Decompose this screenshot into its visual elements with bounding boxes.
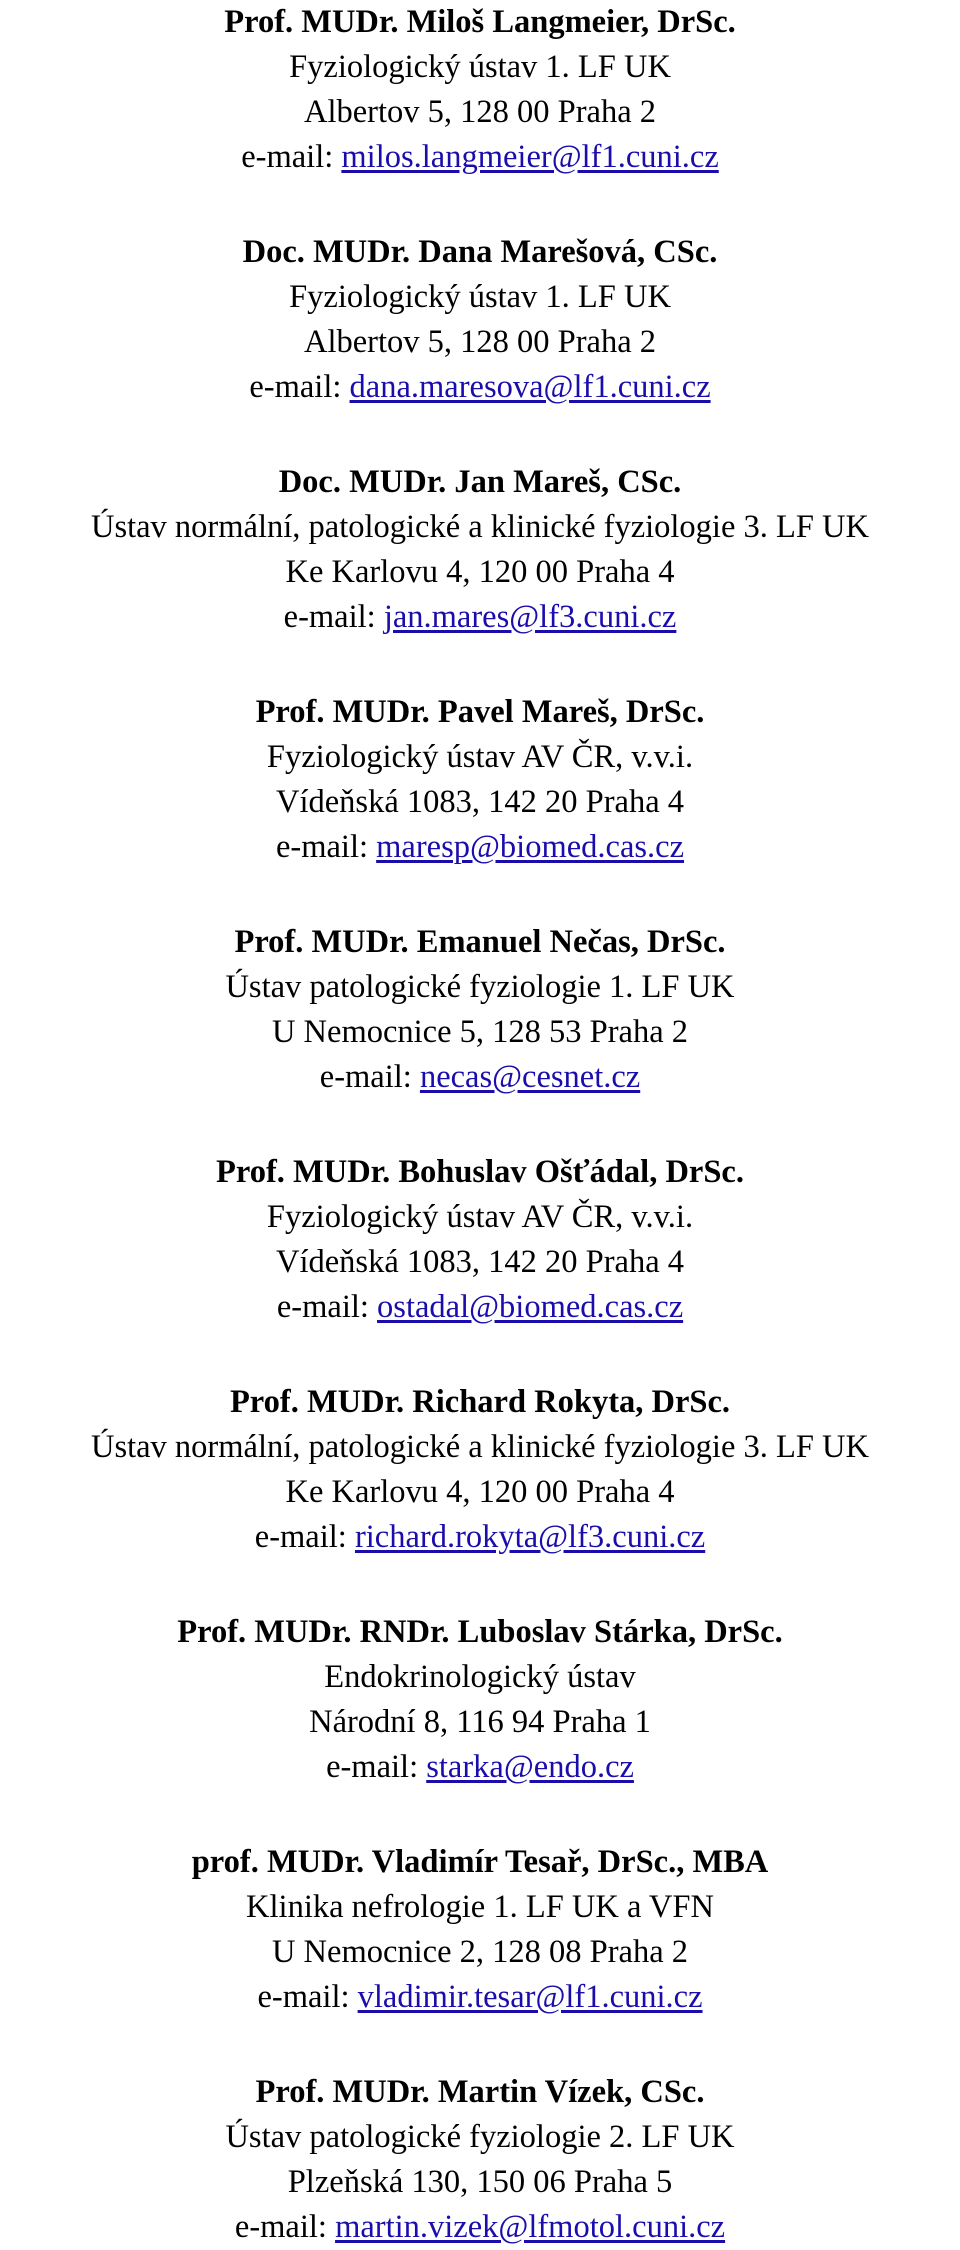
contact-institution: Fyziologický ústav AV ČR, v.v.i. — [266, 739, 694, 775]
contact-address: Plzeňská 130, 150 06 Praha 5 — [287, 2164, 673, 2200]
contact-institution: Fyziologický ústav AV ČR, v.v.i. — [266, 1199, 694, 1235]
contact-address: Vídeňská 1083, 142 20 Praha 4 — [276, 784, 684, 820]
contact-institution: Ústav normální, patologické a klinické fyziologie 3. LF UK — [90, 1429, 870, 1465]
email-label: e-mail: — [254, 1519, 347, 1555]
contact-name: Prof. MUDr. Emanuel Nečas, DrSc. — [234, 924, 726, 960]
email-link[interactable]: starka@endo.cz — [426, 1749, 634, 1785]
contact-institution: Fyziologický ústav 1. LF UK — [289, 279, 671, 315]
contact-name: Doc. MUDr. Jan Mareš, CSc. — [278, 464, 682, 500]
contact-email-line — [0, 1285, 960, 1330]
contact-name: Prof. MUDr. Bohuslav Ošťádal, DrSc. — [216, 1154, 744, 1190]
contact-institution: Ústav patologické fyziologie 1. LF UK — [225, 969, 735, 1005]
email-label: e-mail: — [283, 599, 376, 635]
contact-entry — [0, 1150, 960, 1380]
contact-name: prof. MUDr. Vladimír Tesař, DrSc., MBA — [191, 1844, 769, 1880]
contact-address: Albertov 5, 128 00 Praha 2 — [303, 324, 657, 360]
contact-address: Vídeňská 1083, 142 20 Praha 4 — [276, 1244, 684, 1280]
email-link[interactable]: dana.maresova@lf1.cuni.cz — [349, 369, 711, 405]
email-link[interactable]: maresp@biomed.cas.cz — [376, 829, 685, 865]
email-label: e-mail: — [249, 369, 342, 405]
email-label: e-mail: — [275, 829, 369, 865]
contact-address: Albertov 5, 128 00 Praha 2 — [303, 94, 657, 130]
email-link[interactable]: necas@cesnet.cz — [419, 1059, 641, 1095]
email-label: e-mail: — [257, 1979, 350, 2015]
contact-entry — [0, 0, 960, 230]
contact-name: Prof. MUDr. Richard Rokyta, DrSc. — [229, 1384, 731, 1420]
email-link[interactable]: vladimir.tesar@lf1.cuni.cz — [357, 1979, 703, 2015]
contact-name: Prof. MUDr. Miloš Langmeier, DrSc. — [224, 4, 736, 40]
contact-address: U Nemocnice 2, 128 08 Praha 2 — [271, 1934, 689, 1970]
email-label: e-mail: — [241, 139, 334, 175]
contact-email-line — [0, 2205, 960, 2250]
contact-institution: Endokrinologický ústav — [324, 1659, 636, 1695]
contact-email-line — [0, 825, 960, 870]
contact-entry — [0, 460, 960, 690]
email-label: e-mail: — [326, 1749, 419, 1785]
contact-email-line — [0, 1515, 960, 1560]
email-link[interactable]: ostadal@biomed.cas.cz — [377, 1289, 684, 1325]
contact-email-line — [0, 1975, 960, 2020]
contact-email-line — [0, 1055, 960, 1100]
email-label: e-mail: — [276, 1289, 369, 1325]
contact-address: Ke Karlovu 4, 120 00 Praha 4 — [285, 554, 675, 590]
contact-name: Doc. MUDr. Dana Marešová, CSc. — [242, 234, 718, 270]
contact-name: Prof. MUDr. Martin Vízek, CSc. — [255, 2074, 705, 2110]
contact-entry — [0, 1840, 960, 2070]
contact-address: Ke Karlovu 4, 120 00 Praha 4 — [285, 1474, 675, 1510]
email-link[interactable]: martin.vizek@lfmotol.cuni.cz — [335, 2209, 726, 2245]
contact-name: Prof. MUDr. RNDr. Luboslav Stárka, DrSc. — [177, 1614, 783, 1650]
email-link[interactable]: jan.mares@lf3.cuni.cz — [383, 599, 677, 635]
contact-name: Prof. MUDr. Pavel Mareš, DrSc. — [255, 694, 705, 730]
email-link[interactable]: milos.langmeier@lf1.cuni.cz — [341, 139, 719, 175]
contact-address: Národní 8, 116 94 Praha 1 — [309, 1704, 651, 1740]
contact-institution: Fyziologický ústav 1. LF UK — [289, 49, 671, 85]
contact-email-line — [0, 135, 960, 180]
email-link[interactable]: richard.rokyta@lf3.cuni.cz — [354, 1519, 706, 1555]
contact-institution: Ústav normální, patologické a klinické fyziologie 3. LF UK — [90, 509, 870, 545]
contact-email-line — [0, 595, 960, 640]
contact-address: U Nemocnice 5, 128 53 Praha 2 — [271, 1014, 689, 1050]
contact-entry — [0, 1380, 960, 1610]
contact-entry — [0, 2070, 960, 2250]
email-label: e-mail: — [234, 2209, 327, 2245]
contact-entry — [0, 920, 960, 1150]
contact-email-line — [0, 1745, 960, 1790]
contact-institution: Klinika nefrologie 1. LF UK a VFN — [246, 1889, 714, 1925]
contact-entry — [0, 230, 960, 460]
contact-entry — [0, 690, 960, 920]
contact-institution: Ústav patologické fyziologie 2. LF UK — [225, 2119, 735, 2155]
contact-entry — [0, 1610, 960, 1840]
contact-email-line — [0, 365, 960, 410]
email-label: e-mail: — [319, 1059, 412, 1095]
